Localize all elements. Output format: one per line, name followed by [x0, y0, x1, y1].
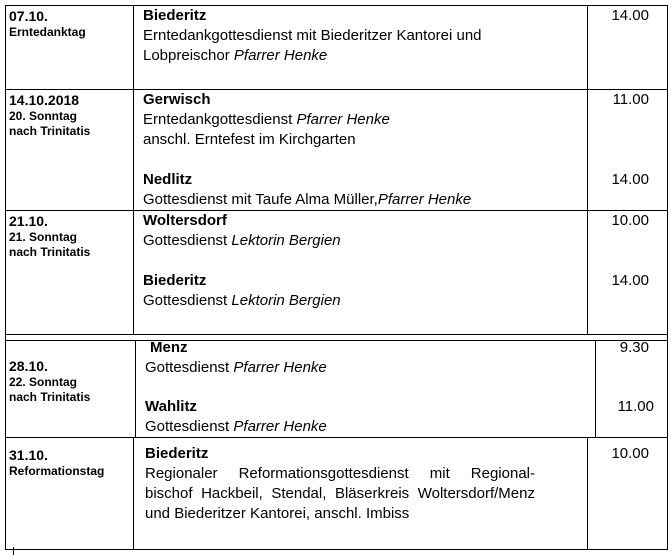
column-divider [667, 5, 668, 550]
place-name: Biederitz [145, 445, 209, 462]
officiant: Lektorin Bergien [231, 232, 341, 249]
day-subtitle: 21. Sonntag [9, 230, 78, 244]
service-time: 14.00 [611, 272, 649, 289]
date-cell [9, 447, 104, 479]
day-subtitle: Erntedanktag [9, 25, 86, 39]
service-line: Erntedankgottesdienst mit Biederitzer Kantorei und [143, 27, 482, 44]
service-line: Gottesdienst Lektorin Bergien [143, 292, 341, 309]
day-subtitle: nach Trinitatis [9, 245, 91, 259]
service-time: 9.30 [619, 339, 649, 356]
column-divider [133, 437, 134, 550]
column-divider [133, 5, 134, 335]
place-name: Menz [150, 339, 188, 356]
place-name: Biederitz [143, 272, 207, 289]
service-line: Gottesdienst mit Taufe Alma Müller,Pfarrer Henke [143, 191, 472, 208]
date-cell [9, 213, 90, 260]
column-divider [595, 340, 596, 438]
text-cursor [13, 547, 14, 555]
officiant: Pfarrer Henke [233, 47, 328, 64]
service-entry [143, 211, 341, 251]
date: 21.10. [9, 213, 48, 229]
officiant: Pfarrer Henke [233, 359, 327, 376]
officiant: Pfarrer Henke [296, 111, 390, 128]
row-divider [5, 334, 668, 335]
service-time: 10.00 [611, 445, 649, 462]
column-divider [587, 5, 588, 335]
service-entry [145, 338, 327, 378]
date: 31.10. [9, 447, 48, 463]
service-entry [143, 170, 471, 210]
service-time: 11.00 [617, 398, 654, 415]
day-subtitle: nach Trinitatis [9, 390, 91, 404]
row-divider [5, 437, 668, 438]
service-time: 14.00 [611, 7, 649, 24]
service-entry [143, 271, 341, 311]
service-line: Gottesdienst Pfarrer Henke [145, 418, 327, 435]
day-subtitle: Reformationstag [9, 464, 105, 478]
service-line: Gottesdienst Lektorin Bergien [143, 232, 341, 249]
service-line: Regionaler Reformationsgottesdienst mit Regional- [145, 465, 535, 482]
day-subtitle: nach Trinitatis [9, 124, 91, 138]
service-time: 14.00 [611, 171, 649, 188]
service-line: Lobpreischor Pfarrer Henke [143, 47, 328, 64]
date-cell [9, 358, 90, 405]
officiant: Pfarrer Henke [233, 418, 327, 435]
column-divider [135, 340, 136, 438]
service-line: und Biederitzer Kantorei, anschl. Imbiss [145, 505, 410, 522]
officiant: Pfarrer Henke [377, 191, 472, 208]
service-entry [145, 397, 327, 437]
column-divider [587, 437, 588, 550]
date: 07.10. [9, 8, 48, 24]
service-entry [143, 90, 390, 150]
column-divider [5, 5, 6, 550]
place-name: Woltersdorf [143, 212, 227, 229]
date: 14.10.2018 [9, 92, 80, 108]
service-time: 10.00 [611, 212, 649, 229]
row-divider [5, 340, 668, 341]
place-name: Gerwisch [143, 91, 211, 108]
service-line: bischof Hackbeil, Stendal, Bläserkreis Woltersdorf/Menz [145, 485, 535, 502]
service-line: Erntedankgottesdienst Pfarrer Henke [143, 111, 390, 128]
service-entry [145, 444, 535, 524]
officiant: Lektorin Bergien [231, 292, 341, 309]
place-name: Biederitz [143, 7, 207, 24]
row-divider [5, 549, 668, 550]
day-subtitle: 20. Sonntag [9, 109, 78, 123]
service-entry [143, 6, 482, 66]
service-time: 11.00 [612, 91, 649, 108]
service-line: anschl. Erntefest im Kirchgarten [143, 131, 356, 148]
date-cell [9, 8, 86, 40]
service-line: Gottesdienst Pfarrer Henke [145, 359, 327, 376]
day-subtitle: 22. Sonntag [9, 375, 78, 389]
place-name: Nedlitz [143, 171, 193, 188]
date-cell [9, 92, 90, 139]
place-name: Wahlitz [145, 398, 197, 415]
date: 28.10. [9, 358, 48, 374]
